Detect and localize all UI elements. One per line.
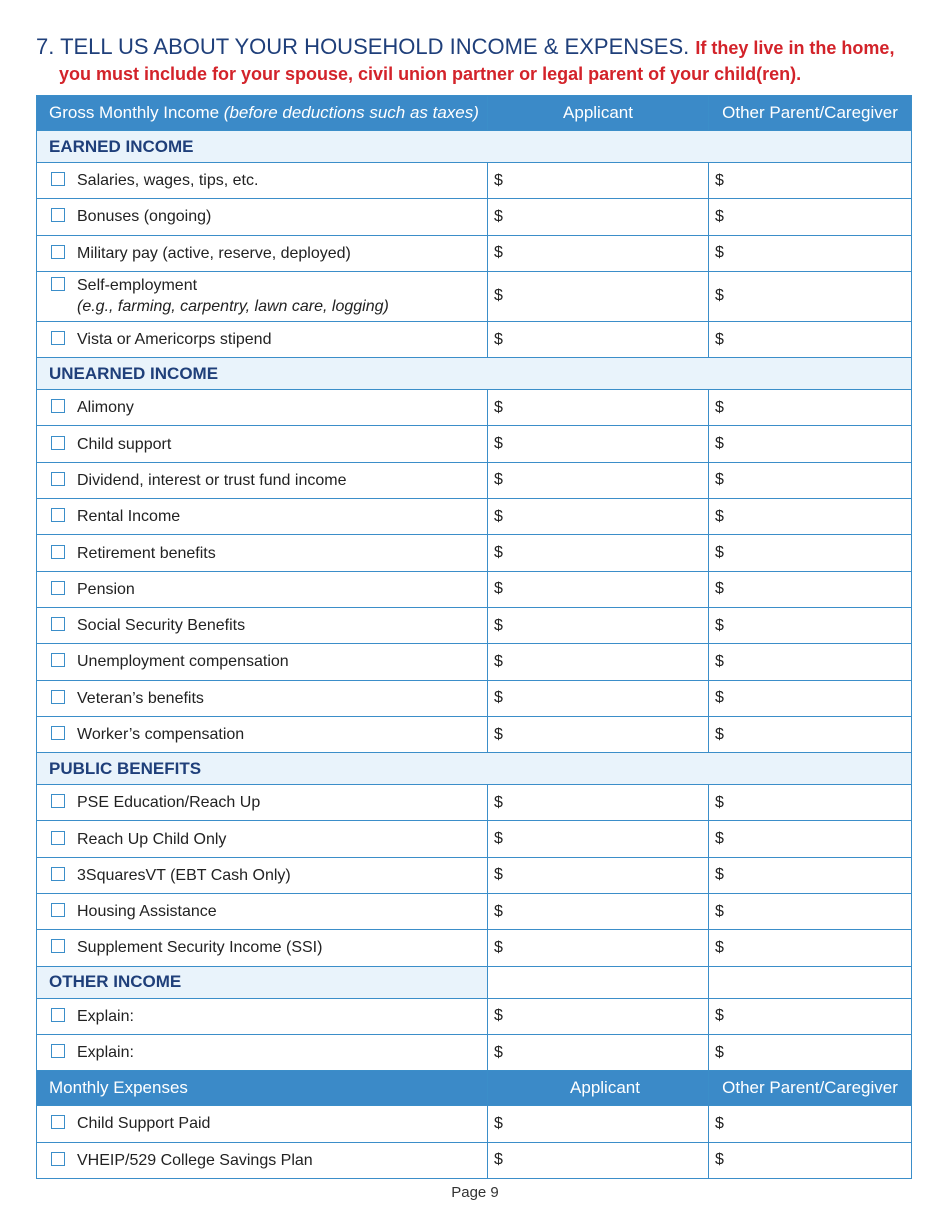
item-label: Rental Income bbox=[77, 508, 181, 526]
checkbox[interactable] bbox=[51, 653, 65, 667]
table-row bbox=[37, 271, 912, 321]
table-row bbox=[37, 1034, 912, 1070]
checkbox[interactable] bbox=[51, 867, 65, 881]
gross-income-header bbox=[37, 96, 488, 131]
item-label: Housing Assistance bbox=[77, 903, 217, 921]
applicant-amount-field[interactable]: $ bbox=[488, 1142, 709, 1178]
item-example: (e.g., farming, carpentry, lawn care, logging) bbox=[77, 297, 389, 315]
other-parent-header: Other Parent/Caregiver bbox=[709, 96, 912, 131]
table-row bbox=[37, 894, 912, 930]
checkbox[interactable] bbox=[51, 831, 65, 845]
other-parent-amount-field[interactable]: $ bbox=[709, 321, 912, 357]
section-title: 7. TELL US ABOUT YOUR HOUSEHOLD INCOME & EXPENSES bbox=[36, 34, 684, 59]
header-line-1 bbox=[36, 34, 916, 61]
applicant-amount-field[interactable]: $ bbox=[488, 390, 709, 426]
applicant-amount-field[interactable]: $ bbox=[488, 785, 709, 821]
table-row bbox=[37, 1142, 912, 1178]
applicant-amount-field[interactable]: $ bbox=[488, 894, 709, 930]
earned-income-title: EARNED INCOME bbox=[37, 131, 912, 163]
checkbox[interactable] bbox=[51, 690, 65, 704]
item-label: Worker’s compensation bbox=[77, 726, 245, 743]
other-parent-amount-field[interactable]: $ bbox=[709, 930, 912, 966]
applicant-amount-field[interactable]: $ bbox=[488, 1106, 709, 1142]
other-parent-amount-field[interactable]: $ bbox=[709, 644, 912, 680]
table-row bbox=[37, 998, 912, 1034]
applicant-amount-field[interactable]: $ bbox=[488, 857, 709, 893]
applicant-amount-field[interactable]: $ bbox=[488, 535, 709, 571]
applicant-amount-field[interactable]: $ bbox=[488, 998, 709, 1034]
section-row-earned bbox=[37, 131, 912, 163]
section-header bbox=[36, 34, 916, 87]
income-expenses-table bbox=[36, 95, 912, 1179]
item-label: Military pay (active, reserve, deployed) bbox=[77, 244, 351, 262]
other-parent-amount-field[interactable]: $ bbox=[709, 1106, 912, 1142]
applicant-header: Applicant bbox=[488, 1071, 709, 1106]
applicant-amount-field[interactable]: $ bbox=[488, 426, 709, 462]
checkbox[interactable] bbox=[51, 794, 65, 808]
table-row bbox=[37, 499, 912, 535]
unearned-income-title: UNEARNED INCOME bbox=[37, 358, 912, 390]
checkbox[interactable] bbox=[51, 172, 65, 186]
other-parent-amount-field[interactable]: $ bbox=[709, 199, 912, 235]
checkbox[interactable] bbox=[51, 617, 65, 631]
item-label: Unemployment compensation bbox=[77, 653, 289, 671]
applicant-amount-field[interactable]: $ bbox=[488, 571, 709, 607]
item-label: Supplement Security Income (SSI) bbox=[77, 939, 323, 957]
item-label: PSE Education/Reach Up bbox=[77, 794, 261, 812]
item-label: VHEIP/529 College Savings Plan bbox=[77, 1151, 313, 1169]
item-label: Dividend, interest or trust fund income bbox=[77, 471, 347, 489]
item-label: Child support bbox=[77, 435, 172, 453]
other-parent-amount-field[interactable]: $ bbox=[709, 680, 912, 716]
household-note-continued: you must include for your spouse, civil union partner or legal parent of your child(ren). bbox=[59, 64, 802, 84]
blank-cell bbox=[709, 966, 912, 998]
other-parent-amount-field[interactable]: $ bbox=[709, 1142, 912, 1178]
income-header-row bbox=[37, 96, 912, 131]
item-label: Social Security Benefits bbox=[77, 617, 246, 635]
section-row-other bbox=[37, 966, 912, 998]
table-row bbox=[37, 716, 912, 752]
page-number: Page 9 bbox=[451, 1184, 499, 1201]
other-parent-amount-field[interactable]: $ bbox=[709, 499, 912, 535]
applicant-amount-field[interactable]: $ bbox=[488, 716, 709, 752]
other-parent-amount-field[interactable]: $ bbox=[709, 571, 912, 607]
table-row bbox=[37, 199, 912, 235]
checkbox[interactable] bbox=[51, 472, 65, 486]
applicant-amount-field[interactable]: $ bbox=[488, 644, 709, 680]
table-row bbox=[37, 930, 912, 966]
table-row bbox=[37, 571, 912, 607]
table-row bbox=[37, 857, 912, 893]
checkbox[interactable] bbox=[51, 545, 65, 559]
expenses-header-row bbox=[37, 1071, 912, 1106]
other-parent-amount-field[interactable]: $ bbox=[709, 535, 912, 571]
blank-cell bbox=[488, 966, 709, 998]
other-income-title: OTHER INCOME bbox=[37, 966, 488, 998]
table-row bbox=[37, 163, 912, 199]
other-parent-amount-field[interactable]: $ bbox=[709, 894, 912, 930]
item-label: Bonuses (ongoing) bbox=[77, 208, 212, 226]
applicant-amount-field[interactable]: $ bbox=[488, 930, 709, 966]
gross-income-note: (before deductions such as taxes) bbox=[223, 103, 479, 122]
other-parent-amount-field[interactable]: $ bbox=[709, 821, 912, 857]
monthly-expenses-header: Monthly Expenses bbox=[37, 1071, 488, 1106]
checkbox[interactable] bbox=[51, 1008, 65, 1022]
table-row bbox=[37, 644, 912, 680]
table-row bbox=[37, 785, 912, 821]
table-row bbox=[37, 321, 912, 357]
table-row bbox=[37, 462, 912, 498]
table-row bbox=[37, 1106, 912, 1142]
checkbox[interactable] bbox=[51, 1044, 65, 1058]
other-parent-amount-field[interactable]: $ bbox=[709, 462, 912, 498]
item-label: Veteran’s benefits bbox=[77, 689, 204, 707]
other-parent-amount-field[interactable]: $ bbox=[709, 716, 912, 752]
other-parent-amount-field[interactable]: $ bbox=[709, 426, 912, 462]
item-label: Explain: bbox=[77, 1044, 134, 1062]
applicant-amount-field[interactable]: $ bbox=[488, 680, 709, 716]
item-label: Child Support Paid bbox=[77, 1115, 211, 1133]
checkbox[interactable] bbox=[51, 1152, 65, 1166]
applicant-amount-field[interactable]: $ bbox=[488, 499, 709, 535]
checkbox[interactable] bbox=[51, 208, 65, 222]
checkbox[interactable] bbox=[51, 331, 65, 345]
other-parent-amount-field[interactable]: $ bbox=[709, 607, 912, 643]
table-row bbox=[37, 426, 912, 462]
table-row bbox=[37, 607, 912, 643]
gross-income-label: Gross Monthly Income bbox=[49, 103, 224, 122]
applicant-amount-field[interactable]: $ bbox=[488, 271, 709, 321]
other-parent-amount-field[interactable]: $ bbox=[709, 857, 912, 893]
section-row-unearned bbox=[37, 358, 912, 390]
item-label-group bbox=[77, 275, 389, 318]
section-title-period: . bbox=[683, 34, 690, 59]
other-parent-amount-field[interactable]: $ bbox=[709, 785, 912, 821]
checkbox[interactable] bbox=[51, 245, 65, 259]
public-benefits-title: PUBLIC BENEFITS bbox=[37, 753, 912, 785]
applicant-amount-field[interactable]: $ bbox=[488, 199, 709, 235]
applicant-amount-field[interactable]: $ bbox=[488, 235, 709, 271]
item-label: Vista or Americorps stipend bbox=[77, 331, 272, 349]
checkbox[interactable] bbox=[51, 939, 65, 953]
household-note: If they live in the home, bbox=[695, 38, 895, 58]
other-parent-amount-field[interactable]: $ bbox=[709, 163, 912, 199]
other-parent-header: Other Parent/Caregiver bbox=[709, 1071, 912, 1106]
item-label: Pension bbox=[77, 580, 135, 598]
checkbox[interactable] bbox=[51, 508, 65, 522]
applicant-amount-field[interactable]: $ bbox=[488, 321, 709, 357]
other-parent-amount-field[interactable]: $ bbox=[709, 271, 912, 321]
applicant-amount-field[interactable]: $ bbox=[488, 607, 709, 643]
table-row bbox=[37, 390, 912, 426]
applicant-amount-field[interactable]: $ bbox=[488, 821, 709, 857]
item-label: Alimony bbox=[77, 399, 134, 417]
checkbox[interactable] bbox=[51, 581, 65, 595]
item-label: Reach Up Child Only bbox=[77, 830, 227, 848]
checkbox[interactable] bbox=[51, 399, 65, 413]
table-row bbox=[37, 535, 912, 571]
other-parent-amount-field[interactable]: $ bbox=[709, 1034, 912, 1070]
applicant-amount-field[interactable]: $ bbox=[488, 1034, 709, 1070]
section-row-public bbox=[37, 753, 912, 785]
item-label: Explain: bbox=[77, 1007, 134, 1025]
checkbox[interactable] bbox=[51, 726, 65, 740]
table-row bbox=[37, 235, 912, 271]
checkbox[interactable] bbox=[51, 277, 65, 291]
checkbox[interactable] bbox=[51, 436, 65, 450]
item-label: 3SquaresVT (EBT Cash Only) bbox=[77, 866, 291, 884]
applicant-amount-field[interactable]: $ bbox=[488, 163, 709, 199]
other-parent-amount-field[interactable]: $ bbox=[709, 390, 912, 426]
checkbox[interactable] bbox=[51, 1115, 65, 1129]
other-parent-amount-field[interactable]: $ bbox=[709, 235, 912, 271]
table-row bbox=[37, 680, 912, 716]
other-parent-amount-field[interactable]: $ bbox=[709, 998, 912, 1034]
item-label: Retirement benefits bbox=[77, 544, 216, 562]
item-label: Self-employment bbox=[77, 276, 198, 294]
table-row bbox=[37, 821, 912, 857]
checkbox[interactable] bbox=[51, 903, 65, 917]
applicant-amount-field[interactable]: $ bbox=[488, 462, 709, 498]
applicant-header: Applicant bbox=[488, 96, 709, 131]
item-label: Salaries, wages, tips, etc. bbox=[77, 172, 259, 190]
